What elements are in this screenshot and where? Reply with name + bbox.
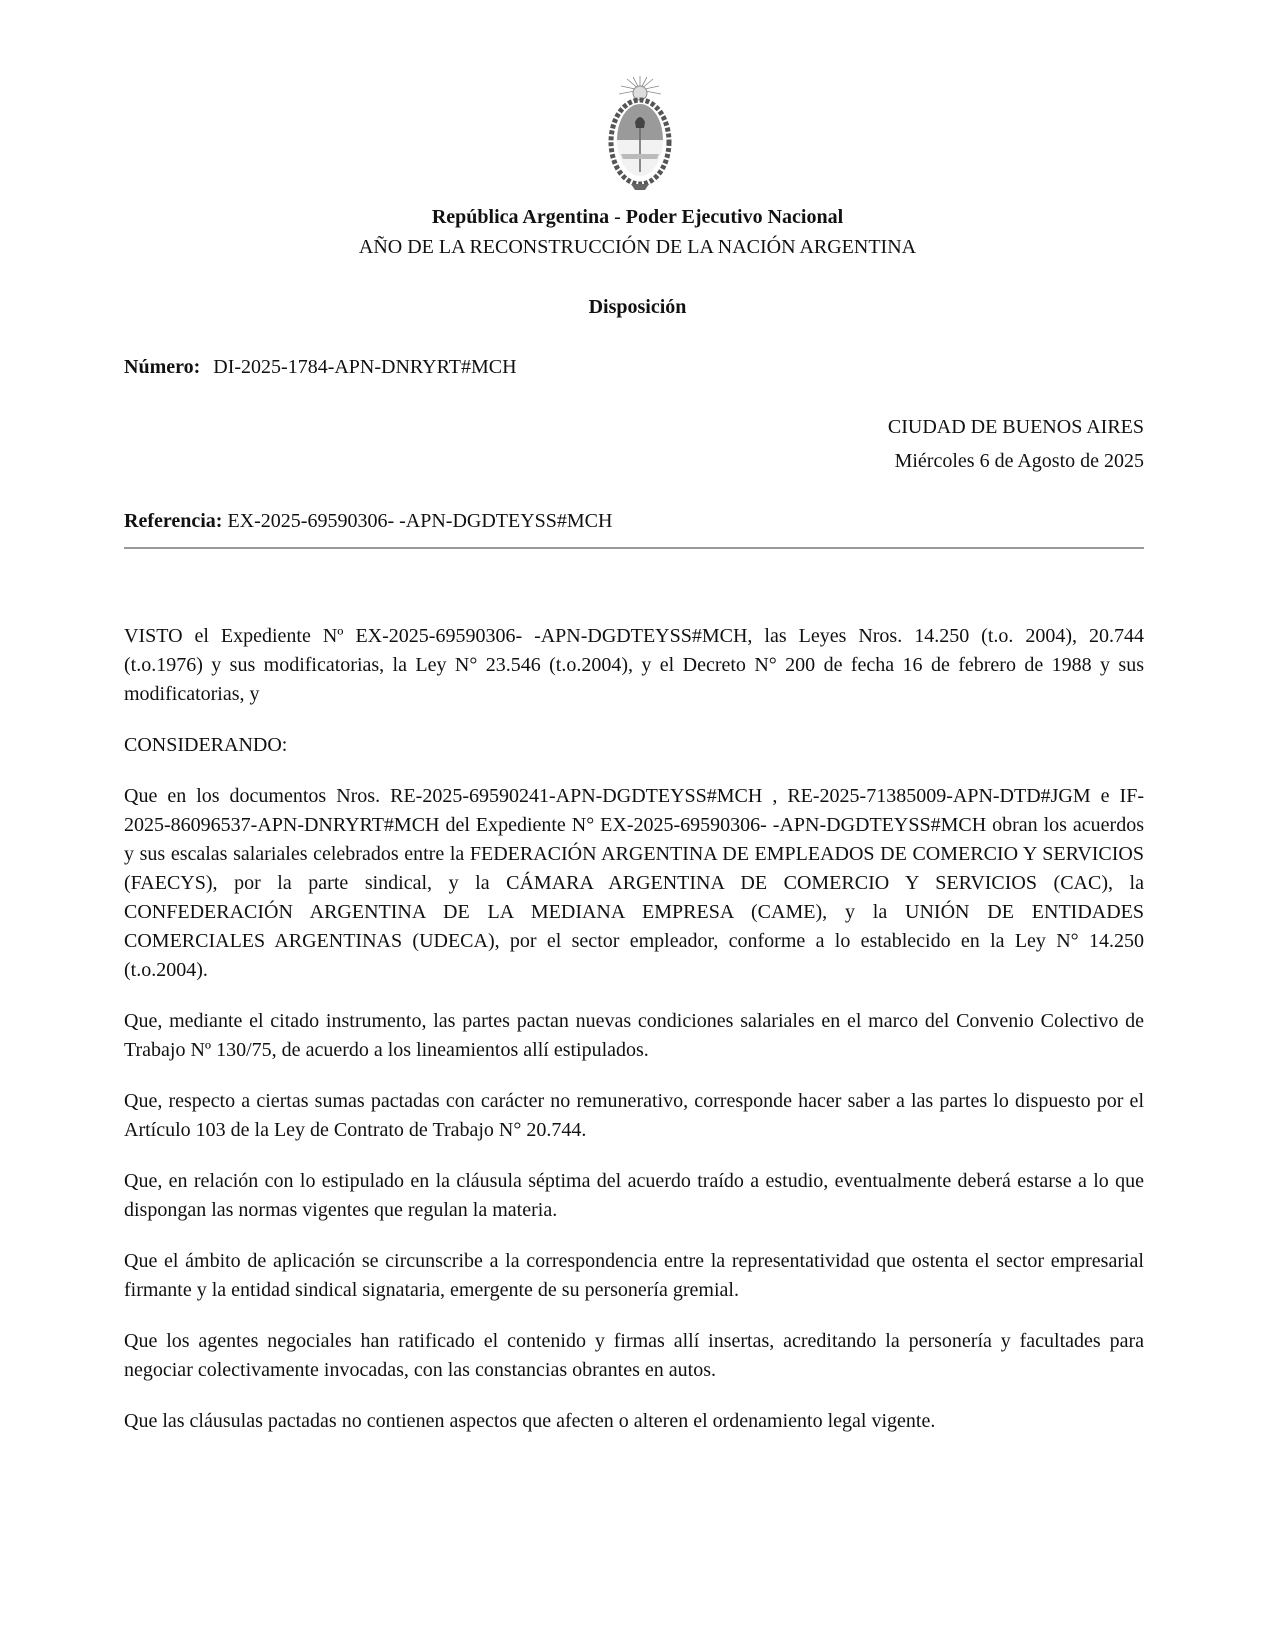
referencia-label: Referencia:: [124, 510, 223, 532]
numero-line: [124, 356, 517, 379]
paragraph: Que los agentes negociales han ratificado el contenido y firmas allí insertas, acreditando la personería y facultades para negociar colectivamente invocadas, con las constancias obrantes en autos.: [124, 1330, 1144, 1381]
city: CIUDAD DE BUENOS AIRES: [887, 416, 1144, 438]
document-body: [124, 622, 1144, 1458]
numero-value: DI-2025-1784-APN-DNRYRT#MCH: [213, 356, 517, 378]
date: Miércoles 6 de Agosto de 2025: [894, 450, 1144, 472]
paragraph: Que, mediante el citado instrumento, las partes pactan nuevas condiciones salariales en el marco del Convenio Colectivo de Trabajo Nº 130/75, de acuerdo a los lineamientos allí estipulados.: [124, 1010, 1144, 1061]
paragraph: Que, respecto a ciertas sumas pactadas con carácter no remunerativo, corresponde hacer saber a las partes lo dispuesto por el Artículo 103 de la Ley de Contrato de Trabajo N° 20.744.: [124, 1090, 1144, 1141]
paragraph: Que en los documentos Nros. RE-2025-69590241-APN-DGDTEYSS#MCH , RE-2025-71385009-APN-DTD#JGM e IF-2025-86096537-APN-DNRYRT#MCH del Expediente N° EX-2025-69590306- -APN-DGDTEYSS#MCH obran los acuerdos y sus escalas salariales celebrados entre la FEDERACIÓN ARGENTINA DE EMPLEADOS DE COMERCIO Y SERVICIOS (FAECYS), por la parte sindical, y la CÁMARA ARGENTINA DE COMERCIO Y SERVICIOS (CAC), la CONFEDERACIÓN ARGENTINA DE LA MEDIANA EMPRESA (CAME), y la UNIÓN DE ENTIDADES COMERCIALES ARGENTINAS (UDECA), por el sector empleador, conforme a lo establecido en la Ley N° 14.250 (t.o.2004).: [124, 785, 1144, 981]
coat-of-arms-icon: [607, 76, 673, 196]
paragraph-visto: VISTO el Expediente Nº EX-2025-69590306- -APN-DGDTEYSS#MCH, las Leyes Nros. 14.250 (t.o. 2004), 20.744 (t.o.1976) y sus modificatorias, la Ley N° 23.546 (t.o.2004), y el Decreto N° 200 de fecha 16 de febrero de 1988 y sus modificatorias, y: [124, 625, 1144, 705]
document-type: Disposición: [588, 296, 687, 318]
paragraph-considerando: CONSIDERANDO:: [124, 734, 288, 756]
issuer-branch: Poder Ejecutivo Nacional: [625, 206, 844, 228]
issuer-separator: -: [609, 206, 626, 228]
paragraph: Que las cláusulas pactadas no contienen aspectos que afecten o alteren el ordenamiento legal vigente.: [124, 1410, 936, 1432]
divider: [124, 547, 1144, 549]
referencia-line: [124, 510, 612, 533]
issuer-heading: [0, 206, 1275, 229]
numero-label: Número:: [124, 356, 201, 378]
paragraph: Que, en relación con lo estipulado en la cláusula séptima del acuerdo traído a estudio, eventualmente deberá estarse a lo que dispongan las normas vigentes que regulan la materia.: [124, 1170, 1144, 1221]
referencia-value: EX-2025-69590306- -APN-DGDTEYSS#MCH: [227, 510, 613, 532]
year-motto: AÑO DE LA RECONSTRUCCIÓN DE LA NACIÓN ARGENTINA: [358, 236, 917, 258]
issuer-country: República Argentina: [431, 206, 610, 228]
paragraph: Que el ámbito de aplicación se circunscribe a la correspondencia entre la representatividad que ostenta el sector empresarial firmante y la entidad sindical signataria, emergente de su personería gremial.: [124, 1250, 1144, 1301]
